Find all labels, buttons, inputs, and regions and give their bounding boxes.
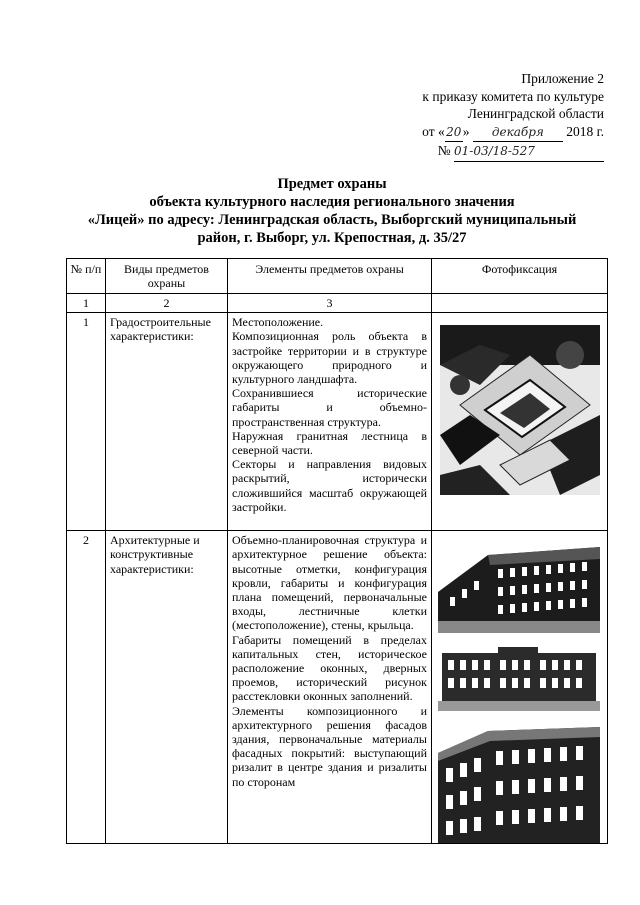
col-number: 3 [228, 294, 432, 313]
col-number: 2 [106, 294, 228, 313]
col-number [432, 294, 608, 313]
table-row [67, 313, 608, 531]
date-prefix: от « [422, 123, 445, 139]
protection-table [66, 258, 608, 844]
appendix-order-ref: к приказу комитета по культуре [422, 88, 604, 104]
date-day: 20 [445, 124, 463, 143]
appendix-number [374, 142, 604, 162]
element-item: Композиционная роль объекта в застройке территории и в структуре окружающего природного и культурного ландшафта. [232, 329, 427, 387]
number-prefix: № [437, 143, 451, 158]
header-elements: Элементы предметов охраны [228, 259, 432, 294]
date-month: декабря [473, 124, 563, 143]
number-value: 01-03/18-527 [454, 143, 604, 162]
date-year: 2018 г. [566, 123, 604, 139]
row-photo [432, 313, 608, 531]
facade-photo-front [438, 645, 600, 711]
element-item: Наружная гранитная лестница в северной части. [232, 428, 427, 458]
aerial-photo [440, 325, 600, 495]
element-item: Габариты помещений в пределах капитальных стен, историческое расположение оконных, дверных проемов, исторический рисунок расстекловки оконных заполнений. [232, 632, 427, 704]
title-line-1: Предмет охраны [277, 176, 387, 192]
element-item: Элементы композиционного и архитектурного решения фасадов здания, первоначальные материалы фасадных покрытий: выступающий ризалит в центре здания и ризалиты по сторонам [232, 703, 427, 789]
row-number: 2 [67, 531, 106, 844]
header-num: № п/п [67, 259, 106, 294]
row-type: Архитектурные и конструктивные характеристики: [106, 531, 228, 844]
col-number: 1 [67, 294, 106, 313]
title-line-2: объекта культурного наследия регионального значения [149, 194, 515, 210]
appendix-region: Ленинградской области [467, 106, 604, 121]
title-line-4: район, г. Выборг, ул. Крепостная, д. 35/27 [197, 230, 467, 246]
header-type: Виды предметов охраны [106, 259, 228, 294]
table-numbering-row [67, 294, 608, 313]
table-row [67, 531, 608, 844]
element-item: Объемно-планировочная структура и архитектурное решение объекта: высотные отметки, конфигурация кровли, габариты и конфигурация плана помещений, первоначальные входы, лестничные клетки (местоположение), стены, крыльца. [232, 533, 427, 633]
row-elements [228, 313, 432, 531]
element-item: Сохранившиеся исторические габариты и объемно-пространственная структура. [232, 386, 427, 429]
appendix-date [374, 123, 604, 143]
element-item: Секторы и направления видовых раскрытий, исторически сложившийся масштаб окружающей застройки. [232, 457, 427, 514]
appendix-header [374, 70, 604, 162]
row-type: Градостроительные характеристики: [106, 313, 228, 531]
row-photos [432, 531, 608, 844]
row-number: 1 [67, 313, 106, 531]
appendix-title: Приложение 2 [521, 71, 604, 86]
title-line-3: «Лицей» по адресу: Ленинградская область, Выборгский муниципальный [87, 212, 577, 228]
document-title [60, 175, 604, 247]
date-mid: » [462, 123, 470, 139]
facade-photo-perspective [438, 537, 600, 633]
table-header-row [67, 259, 608, 294]
header-photo: Фотофиксация [432, 259, 608, 294]
facade-photo-detail [438, 723, 600, 843]
element-item: Местоположение. [232, 315, 324, 330]
row-elements [228, 531, 432, 844]
